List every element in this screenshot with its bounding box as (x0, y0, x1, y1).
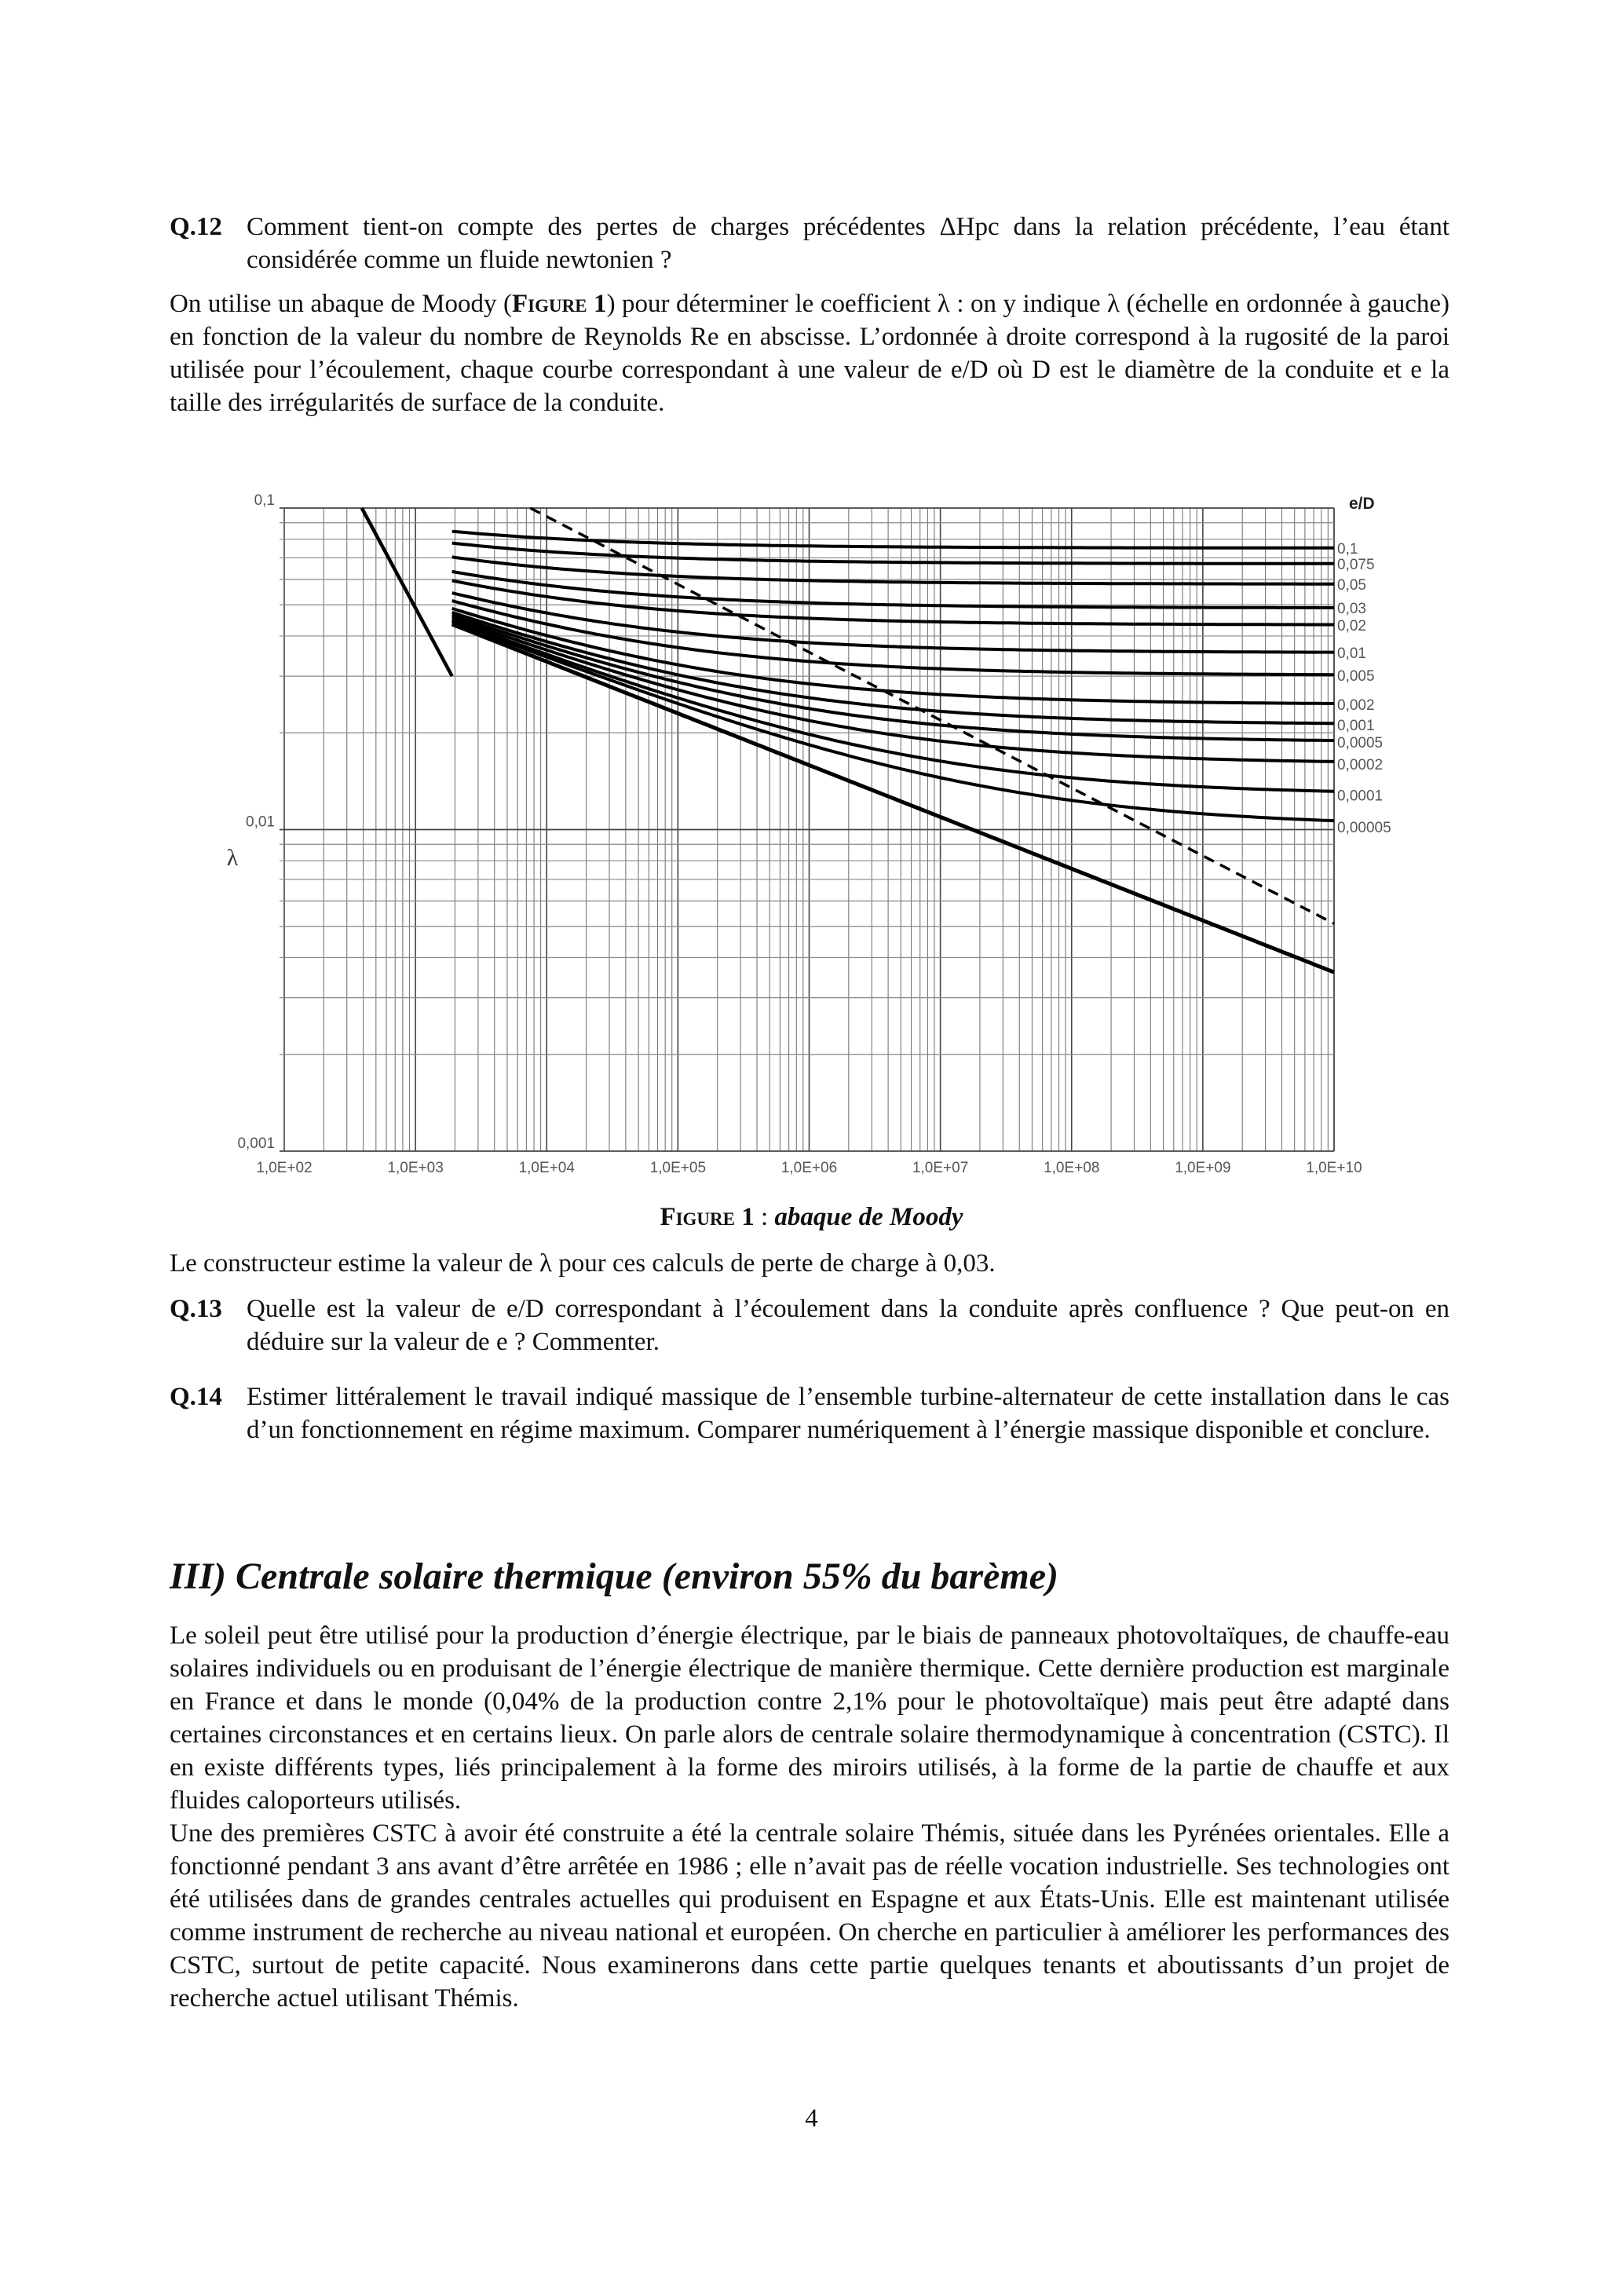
intro-text-a: On utilise un abaque de Moody ( (170, 290, 512, 318)
question-number: Q.13 (170, 1295, 222, 1323)
laminar-line (362, 508, 452, 676)
roughness-label: 0,0005 (1337, 735, 1384, 752)
figure-caption (0, 1203, 1623, 1232)
section-heading: III) Centrale solaire thermique (environ 55% du barème) (170, 1556, 1059, 1597)
roughness-label: 0,05 (1337, 576, 1366, 594)
x-tick-label: 1,0E+10 (1306, 1160, 1362, 1176)
x-tick-label: 1,0E+05 (649, 1160, 707, 1176)
question-text: Quelle est la valeur de e/D correspondant à l’écoulement dans la conduite après confluence ? Que peut-on en déduire sur la valeur de e ? Commenter. (247, 1295, 1449, 1356)
roughness-label: 0,075 (1337, 556, 1375, 573)
y-axis-label: λ (226, 845, 239, 871)
caption-title: abaque de Moody (774, 1203, 963, 1231)
x-tick-label: 1,0E+03 (387, 1160, 444, 1176)
right-axis-label: e/D (1349, 495, 1375, 513)
figure-reference: Figure 1 (511, 290, 607, 318)
chart-grid (280, 508, 1334, 1151)
turbulence-boundary-dashed (530, 508, 1334, 923)
y-tick-label: 0,001 (237, 1135, 275, 1152)
x-tick-label: 1,0E+09 (1175, 1160, 1231, 1176)
roughness-label: 0,002 (1337, 697, 1375, 715)
chart-curves (362, 508, 1334, 972)
question-text: Comment tient-on compte des pertes de charges précédentes ΔHpc dans la relation précédente, l’eau étant considérée comme un fluide newtonien ? (247, 213, 1449, 274)
question-14 (170, 1380, 1449, 1446)
question-text: Estimer littéralement le travail indiqué massique de l’ensemble turbine-alternateur de cette installation dans le cas d’un fonctionnement en régime maximum. Comparer numériquement à l’énergie massique disponible et conclure. (247, 1383, 1449, 1444)
question-number: Q.12 (170, 213, 222, 241)
question-number: Q.14 (170, 1383, 222, 1411)
x-tick-label: 1,0E+04 (518, 1160, 575, 1176)
roughness-label: 0,00005 (1337, 819, 1391, 836)
question-13 (170, 1292, 1449, 1358)
section-paragraph-2: Une des premières CSTC à avoir été construite a été la centrale solaire Thémis, située dans les Pyrénées orientales. Elle a fonctionné pendant 3 ans avant d’être arrêtée en 1986 ; elle n’avait pas de réelle vocation industrielle. Ses technologies ont été utilisées dans de grandes centrales actuelles qui produisent en Espagne et aux États-Unis. Elle est maintenant utilisée comme instrument de recherche au niveau national et européen. On cherche en particulier à améliorer les performances des CSTC, surtout de petite capacité. Nous examinerons dans cette partie quelques tenants et aboutissants d’un projet de recherche actuel utilisant Thémis. (170, 1819, 1449, 2013)
roughness-label: 0,1 (1337, 540, 1358, 558)
caption-separator: : (754, 1203, 775, 1231)
roughness-label: 0,0002 (1337, 756, 1384, 773)
roughness-label: 0,02 (1337, 617, 1366, 634)
roughness-label: 0,01 (1337, 645, 1366, 663)
roughness-label: 0,001 (1337, 717, 1375, 734)
page-number: 4 (805, 2104, 818, 2133)
x-tick-label: 1,0E+02 (256, 1160, 313, 1176)
x-tick-label: 1,0E+08 (1044, 1160, 1100, 1176)
x-tick-label: 1,0E+07 (912, 1160, 969, 1176)
roughness-label: 0,005 (1337, 667, 1375, 685)
y-tick-label: 0,1 (254, 492, 275, 509)
after-figure-text: Le constructeur estime la valeur de λ pour ces calculs de perte de charge à 0,03. (170, 1249, 996, 1278)
roughness-label: 0,03 (1337, 601, 1366, 618)
roughness-label: 0,0001 (1337, 788, 1384, 805)
section-paragraph-1: Le soleil peut être utilisé pour la production d’énergie électrique, par le biais de panneaux photovoltaïques, de chauffe-eau solaires individuels ou en produisant de l’énergie électrique de manière thermique. Cette dernière production est marginale en France et dans le monde (0,04% de la production contre 2,1% pour le photovoltaïque) mais peut être adapté dans certaines circonstances et en certains lieux. On parle alors de centrale solaire thermodynamique à concentration (CSTC). Il en existe différents types, liés principalement à la forme des miroirs utilisés, à la forme de la partie de chauffe et aux fluides caloporteurs utilisés. (170, 1621, 1449, 1815)
intro-text-b: ) pour déterminer le coefficient λ : on y indique λ (échelle en ordonnée à gauche) en fonction de la valeur du nombre de Reynolds Re en abscisse. L’ordonnée à droite correspond à la rugosité de la paroi utilisée pour l’écoulement, chaque courbe correspondant à une valeur de e/D où D est le diamètre de la conduite et e la taille des irrégularités de surface de la conduite. (170, 290, 1449, 417)
y-tick-label: 0,01 (246, 813, 275, 831)
caption-label: Figure 1 (660, 1203, 755, 1231)
x-tick-label: 1,0E+06 (780, 1160, 838, 1176)
